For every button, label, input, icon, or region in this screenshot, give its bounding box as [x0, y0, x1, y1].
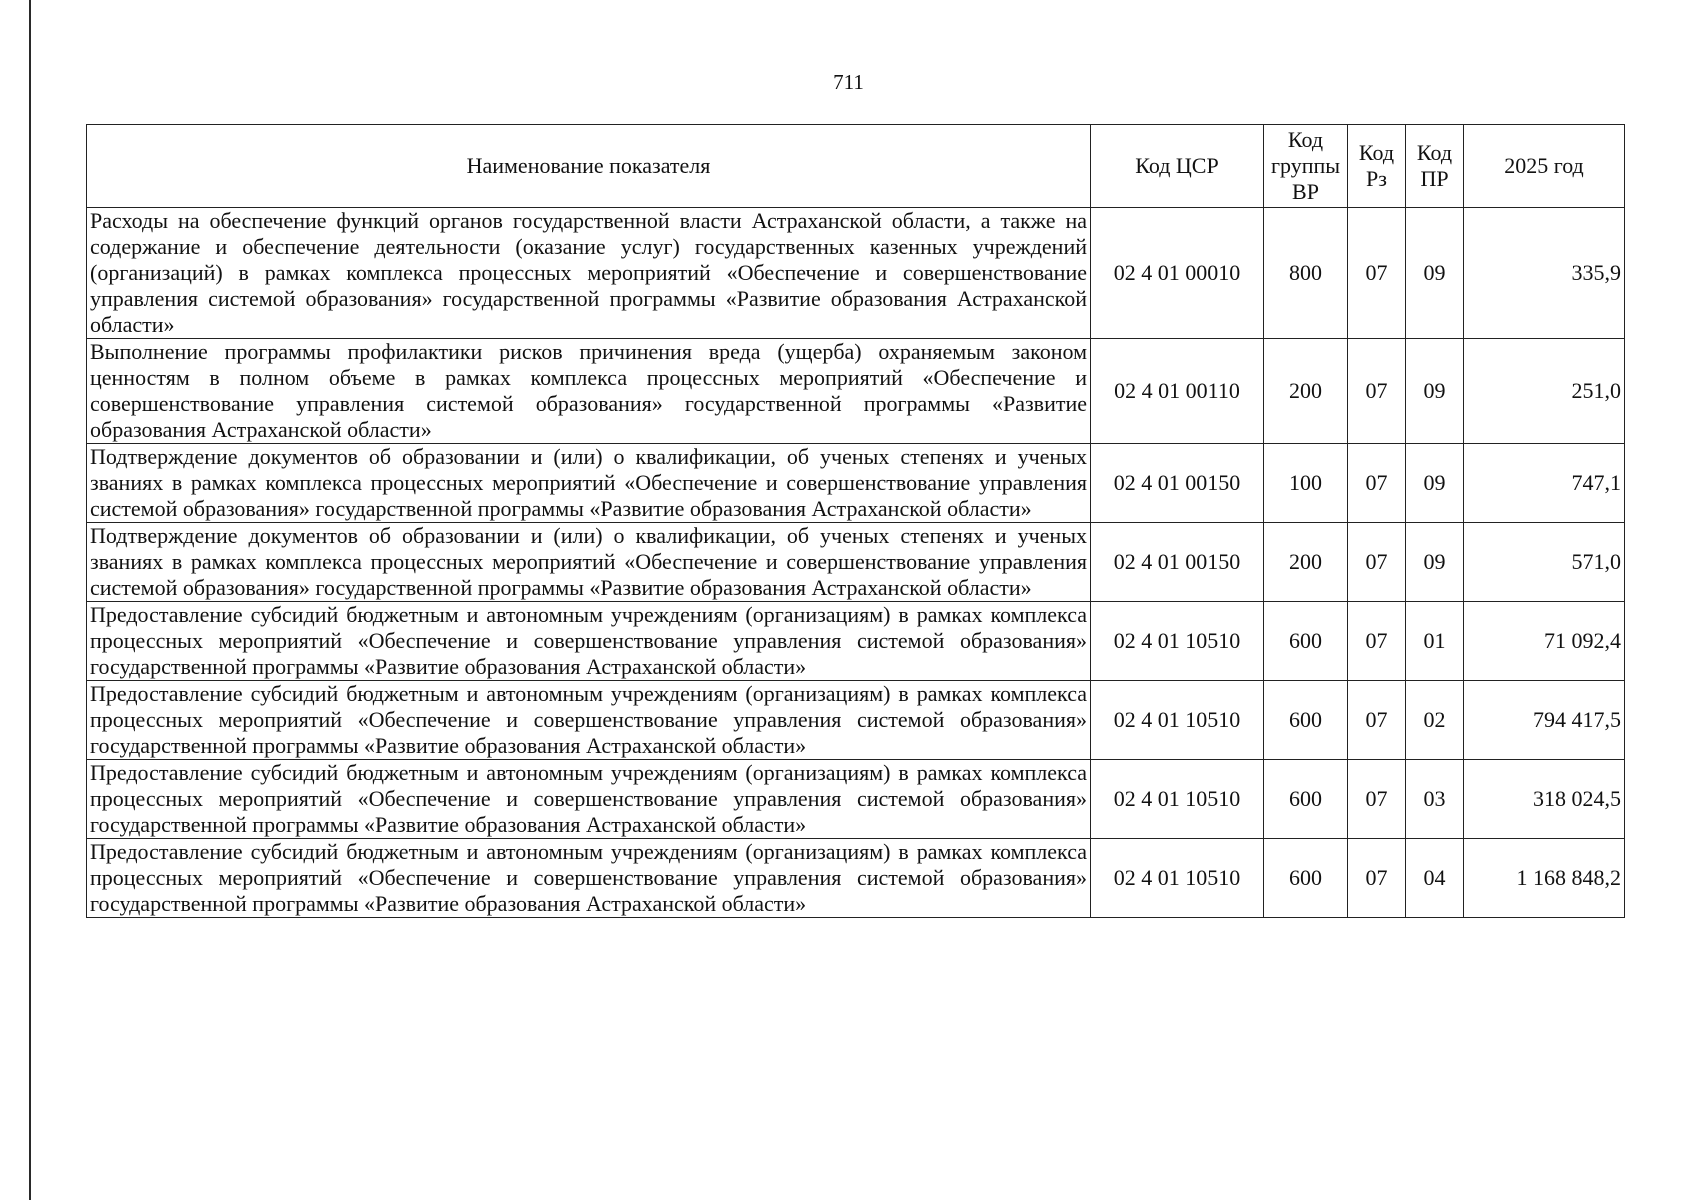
row-csr-code: 02 4 01 10510 [1091, 681, 1264, 760]
table-row [87, 208, 1625, 339]
row-rz-code: 07 [1348, 339, 1406, 444]
row-csr-code: 02 4 01 10510 [1091, 839, 1264, 918]
header-pr-code: Код ПР [1406, 125, 1464, 208]
row-indicator-name: Подтверждение документов об образовании и (или) о квалификации, об ученых степенях и ученых званиях в рамках комплекса процессных мероприятий «Обеспечение и совершенствование управления системой образования» государственной программы «Развитие образования Астраханской области» [87, 444, 1091, 523]
row-amount: 747,1 [1464, 444, 1625, 523]
row-csr-code: 02 4 01 00110 [1091, 339, 1264, 444]
row-vr-code: 600 [1264, 760, 1348, 839]
table-row [87, 444, 1625, 523]
header-rz-code: Код Рз [1348, 125, 1406, 208]
row-rz-code: 07 [1348, 444, 1406, 523]
row-vr-code: 600 [1264, 839, 1348, 918]
row-csr-code: 02 4 01 10510 [1091, 602, 1264, 681]
row-amount: 794 417,5 [1464, 681, 1625, 760]
row-indicator-name: Предоставление субсидий бюджетным и автономным учреждениям (организациям) в рамках комплекса процессных мероприятий «Обеспечение и совершенствование управления системой образования» государственной программы «Развитие образования Астраханской области» [87, 602, 1091, 681]
row-pr-code: 03 [1406, 760, 1464, 839]
row-rz-code: 07 [1348, 523, 1406, 602]
page-binding-line [29, 0, 31, 1200]
row-vr-code: 200 [1264, 339, 1348, 444]
row-csr-code: 02 4 01 00150 [1091, 444, 1264, 523]
table-row [87, 602, 1625, 681]
row-pr-code: 09 [1406, 523, 1464, 602]
row-vr-code: 600 [1264, 681, 1348, 760]
table-header-row [87, 125, 1625, 208]
row-rz-code: 07 [1348, 602, 1406, 681]
header-indicator-name: Наименование показателя [87, 125, 1091, 208]
row-amount: 1 168 848,2 [1464, 839, 1625, 918]
row-pr-code: 02 [1406, 681, 1464, 760]
table-row [87, 523, 1625, 602]
row-rz-code: 07 [1348, 839, 1406, 918]
row-indicator-name: Подтверждение документов об образовании и (или) о квалификации, об ученых степенях и ученых званиях в рамках комплекса процессных мероприятий «Обеспечение и совершенствование управления системой образования» государственной программы «Развитие образования Астраханской области» [87, 523, 1091, 602]
row-csr-code: 02 4 01 00010 [1091, 208, 1264, 339]
row-rz-code: 07 [1348, 760, 1406, 839]
table-row [87, 760, 1625, 839]
row-indicator-name: Предоставление субсидий бюджетным и автономным учреждениям (организациям) в рамках комплекса процессных мероприятий «Обеспечение и совершенствование управления системой образования» государственной программы «Развитие образования Астраханской области» [87, 760, 1091, 839]
table-row [87, 681, 1625, 760]
row-csr-code: 02 4 01 10510 [1091, 760, 1264, 839]
row-indicator-name: Предоставление субсидий бюджетным и автономным учреждениям (организациям) в рамках комплекса процессных мероприятий «Обеспечение и совершенствование управления системой образования» государственной программы «Развитие образования Астраханской области» [87, 681, 1091, 760]
row-rz-code: 07 [1348, 681, 1406, 760]
row-rz-code: 07 [1348, 208, 1406, 339]
row-vr-code: 200 [1264, 523, 1348, 602]
row-amount: 318 024,5 [1464, 760, 1625, 839]
row-vr-code: 100 [1264, 444, 1348, 523]
row-indicator-name: Расходы на обеспечение функций органов государственной власти Астраханской области, а также на содержание и обеспечение деятельности (оказание услуг) государственных казенных учреждений (организаций) в рамках комплекса процессных мероприятий «Обеспечение и совершенствование управления системой образования» государственной программы «Развитие образования Астраханской области» [87, 208, 1091, 339]
row-indicator-name: Предоставление субсидий бюджетным и автономным учреждениям (организациям) в рамках комплекса процессных мероприятий «Обеспечение и совершенствование управления системой образования» государственной программы «Развитие образования Астраханской области» [87, 839, 1091, 918]
row-csr-code: 02 4 01 00150 [1091, 523, 1264, 602]
page-number: 711 [833, 70, 864, 94]
header-vr-code: Код группы ВР [1264, 125, 1348, 208]
row-pr-code: 09 [1406, 208, 1464, 339]
header-csr-code: Код ЦСР [1091, 125, 1264, 208]
row-vr-code: 800 [1264, 208, 1348, 339]
row-amount: 71 092,4 [1464, 602, 1625, 681]
row-pr-code: 04 [1406, 839, 1464, 918]
row-pr-code: 09 [1406, 339, 1464, 444]
row-indicator-name: Выполнение программы профилактики рисков причинения вреда (ущерба) охраняемым законом ценностям в полном объеме в рамках комплекса процессных мероприятий «Обеспечение и совершенствование управления системой образования» государственной программы «Развитие образования Астраханской области» [87, 339, 1091, 444]
row-pr-code: 01 [1406, 602, 1464, 681]
budget-table [86, 124, 1625, 918]
header-year-2025: 2025 год [1464, 125, 1625, 208]
row-amount: 571,0 [1464, 523, 1625, 602]
table-row [87, 839, 1625, 918]
row-amount: 335,9 [1464, 208, 1625, 339]
row-amount: 251,0 [1464, 339, 1625, 444]
row-pr-code: 09 [1406, 444, 1464, 523]
row-vr-code: 600 [1264, 602, 1348, 681]
table-row [87, 339, 1625, 444]
